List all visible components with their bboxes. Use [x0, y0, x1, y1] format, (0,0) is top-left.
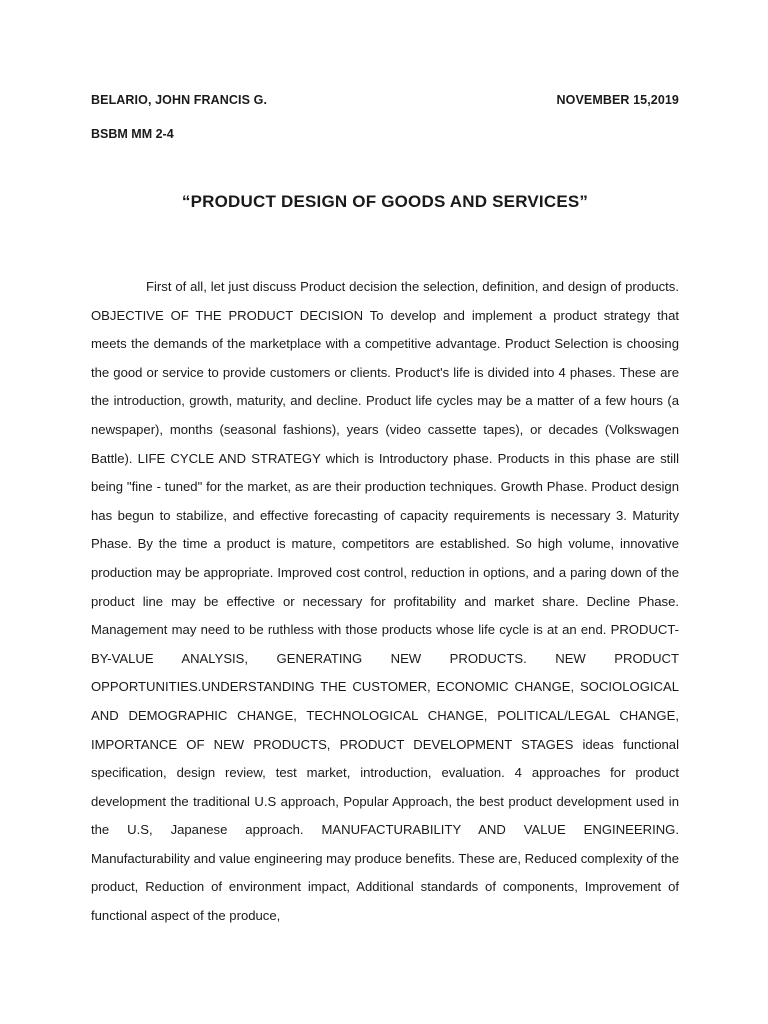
- document-title: “PRODUCT DESIGN OF GOODS AND SERVICES”: [181, 192, 589, 211]
- author-name: BELARIO, JOHN FRANCIS G.: [91, 93, 268, 107]
- section-code: BSBM MM 2-4: [91, 127, 174, 141]
- document-header: [91, 93, 679, 113]
- body-paragraph: First of all, let just discuss Product decision the selection, definition, and design of products. OBJECTIVE OF THE PRODUCT DECISION To develop and implement a product strategy that meets the demands of the marketplace with a competitive advantage. Product Selection is choosing the good or service to provide customers or clients. Product's life is divided into 4 phases. These are the introduction, growth, maturity, and decline. Product life cycles may be a matter of a few hours (a newspaper), months (seasonal fashions), years (video cassette tapes), or decades (Volkswagen Battle). LIFE CYCLE AND STRATEGY which is Introductory phase. Products in this phase are still being "fine - tuned" for the market, as are their production techniques. Growth Phase. Product design has begun to stabilize, and effective forecasting of capacity requirements is necessary 3. Maturity Phase. By the time a product is mature, competitors are established. So high volume, innovative production may be appropriate. Improved cost control, reduction in options, and a paring down of the product line may be effective or necessary for profitability and market share. Decline Phase. Management may need to be ruthless with those products whose life cycle is at an end. PRODUCT-BY-VALUE ANALYSIS, GENERATING NEW PRODUCTS. NEW PRODUCT OPPORTUNITIES.UNDERSTANDING THE CUSTOMER, ECONOMIC CHANGE, SOCIOLOGICAL AND DEMOGRAPHIC CHANGE, TECHNOLOGICAL CHANGE, POLITICAL/LEGAL CHANGE, IMPORTANCE OF NEW PRODUCTS, PRODUCT DEVELOPMENT STAGES ideas functional specification, design review, test market, introduction, evaluation. 4 approaches for product development the traditional U.S approach, Popular Approach, the best product development used in the U.S, Japanese approach. MANUFACTURABILITY AND VALUE ENGINEERING. Manufacturability and value engineering may produce benefits. These are, Reduced complexity of the product, Reduction of environment impact, Additional standards of components, Improvement of functional aspect of the produce,: [91, 279, 679, 924]
- document-date: NOVEMBER 15,2019: [556, 93, 679, 107]
